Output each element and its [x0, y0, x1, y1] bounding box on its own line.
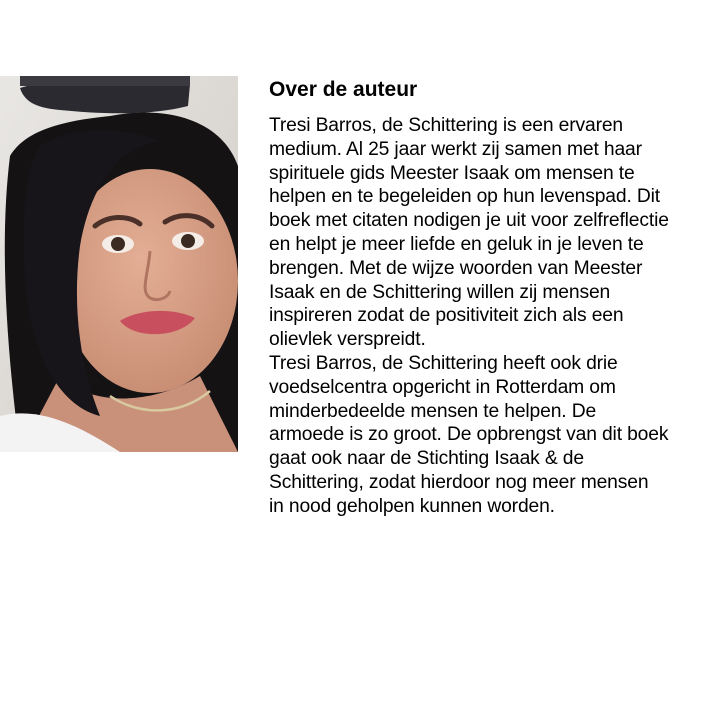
- text-line: medium. Al 25 jaar werkt zij samen met haar: [269, 138, 642, 160]
- section-title: Over de auteur: [269, 78, 418, 101]
- bio-paragraph-2: [269, 352, 714, 519]
- text-line: in nood geholpen kunnen worden.: [269, 495, 555, 517]
- bio-text: [269, 114, 714, 519]
- text-line: inspireren zodat de positiviteit zich als een: [269, 305, 624, 327]
- text-line: minderbedeelde mensen te helpen. De: [269, 400, 597, 422]
- text-line: voedselcentra opgericht in Rotterdam om: [269, 376, 616, 398]
- text-line: helpen en te begeleiden op hun levenspad. Dit: [269, 186, 660, 208]
- text-line: gaat ook naar de Stichting Isaak & de: [269, 448, 584, 470]
- bio-paragraph-1: [269, 114, 714, 352]
- text-line: olievlek verspreidt.: [269, 329, 426, 351]
- text-line: spirituele gids Meester Isaak om mensen te: [269, 162, 635, 184]
- author-photo: [0, 76, 238, 452]
- author-bio-section: [269, 76, 714, 519]
- text-line: armoede is zo groot. De opbrengst van dit boek: [269, 424, 669, 446]
- text-line: Tresi Barros, de Schittering is een ervaren: [269, 115, 623, 136]
- text-line: en helpt je meer liefde en geluk in je leven te: [269, 233, 644, 255]
- text-line: Tresi Barros, de Schittering heeft ook drie: [269, 352, 618, 374]
- text-line: brengen. Met de wijze woorden van Meester: [269, 257, 643, 279]
- text-line: Schittering, zodat hierdoor nog meer mensen: [269, 471, 649, 493]
- text-line: boek met citaten nodigen je uit voor zelfreflectie: [269, 210, 669, 232]
- text-line: Isaak en de Schittering willen zij mensen: [269, 281, 611, 303]
